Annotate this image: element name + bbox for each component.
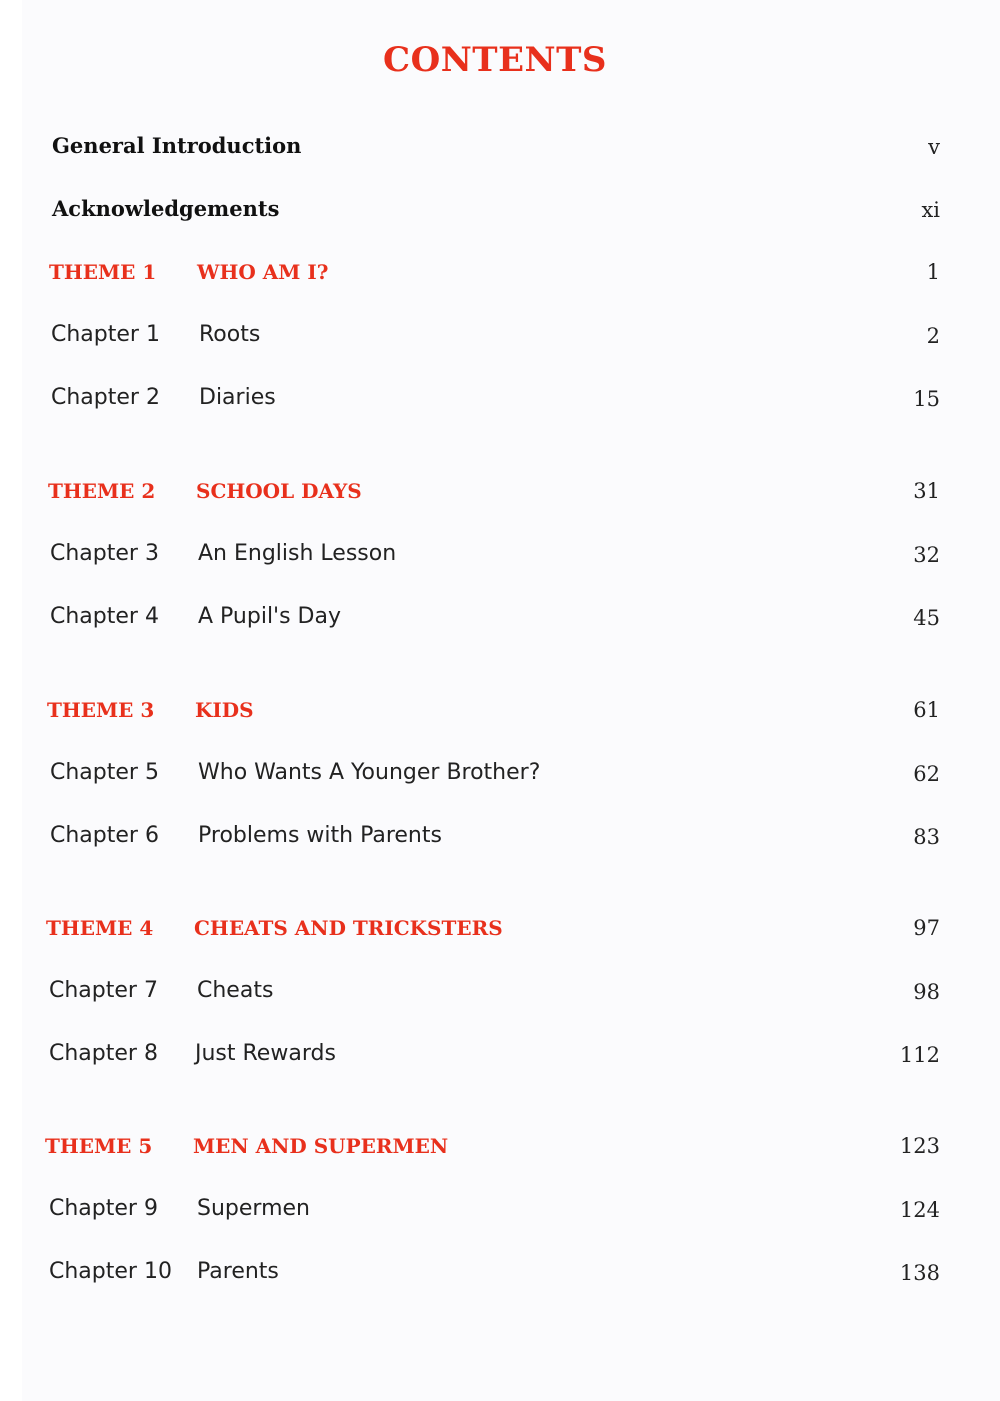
- chapter-title: Diaries: [199, 385, 276, 410]
- chapter-title: Roots: [199, 322, 261, 347]
- toc-page-number: 62: [913, 762, 940, 786]
- toc-page-number: 124: [899, 1198, 940, 1222]
- chapter-number: Chapter 5: [50, 760, 159, 785]
- toc-chapter-item[interactable]: [0, 1259, 1000, 1299]
- theme-number: THEME 5: [45, 1134, 153, 1158]
- chapter-title: A Pupil's Day: [198, 604, 341, 629]
- theme-number: THEME 1: [49, 260, 157, 284]
- toc-front-matter-item[interactable]: [0, 133, 1000, 173]
- chapter-number: Chapter 9: [49, 1196, 158, 1221]
- theme-title: SCHOOL DAYS: [196, 479, 362, 503]
- toc-chapter-item[interactable]: [0, 322, 1000, 362]
- toc-chapter-item[interactable]: [0, 1041, 1000, 1081]
- toc-entry-title: General Introduction: [52, 133, 302, 158]
- toc-page-number: v: [928, 135, 940, 159]
- chapter-title: Cheats: [197, 978, 274, 1003]
- toc-chapter-item[interactable]: [0, 385, 1000, 425]
- theme-number: THEME 4: [46, 916, 154, 940]
- toc-page-number: 83: [913, 825, 940, 849]
- chapter-number: Chapter 6: [50, 823, 159, 848]
- toc-page-number: 97: [913, 916, 940, 940]
- chapter-title: An English Lesson: [198, 541, 397, 566]
- toc-theme-heading[interactable]: [0, 1132, 1000, 1172]
- toc-page-number: 31: [913, 479, 940, 503]
- toc-page-number: 138: [899, 1261, 940, 1285]
- toc-page-number: 15: [913, 387, 940, 411]
- toc-page-number: 61: [913, 698, 940, 722]
- toc-chapter-item[interactable]: [0, 541, 1000, 581]
- toc-page-number: 123: [899, 1134, 940, 1158]
- page-title: CONTENTS: [383, 40, 607, 80]
- toc-page-number: 98: [913, 980, 940, 1004]
- theme-title: WHO AM I?: [197, 260, 329, 284]
- chapter-title: Parents: [197, 1259, 279, 1284]
- theme-number: THEME 3: [47, 698, 155, 722]
- toc-page-number: xi: [921, 198, 940, 222]
- toc-chapter-item[interactable]: [0, 823, 1000, 863]
- chapter-number: Chapter 10: [49, 1259, 172, 1284]
- toc-theme-heading[interactable]: [0, 914, 1000, 954]
- toc-page-number: 32: [913, 543, 940, 567]
- toc-page-number: 45: [913, 606, 940, 630]
- chapter-number: Chapter 7: [49, 978, 158, 1003]
- theme-title: CHEATS AND TRICKSTERS: [194, 916, 503, 940]
- chapter-title: Who Wants A Younger Brother?: [198, 760, 541, 785]
- chapter-number: Chapter 2: [51, 385, 160, 410]
- toc-entry-title: Acknowledgements: [52, 196, 280, 221]
- toc-chapter-item[interactable]: [0, 760, 1000, 800]
- toc-theme-heading[interactable]: [0, 696, 1000, 736]
- theme-title: KIDS: [195, 698, 254, 722]
- toc-chapter-item[interactable]: [0, 978, 1000, 1018]
- toc-page-number: 2: [926, 324, 940, 348]
- chapter-title: Supermen: [197, 1196, 310, 1221]
- chapter-number: Chapter 1: [51, 322, 160, 347]
- toc-front-matter-item[interactable]: [0, 196, 1000, 236]
- chapter-number: Chapter 3: [50, 541, 159, 566]
- toc-page-number: 1: [926, 260, 940, 284]
- theme-title: MEN AND SUPERMEN: [193, 1134, 449, 1158]
- theme-number: THEME 2: [48, 479, 156, 503]
- toc-chapter-item[interactable]: [0, 1196, 1000, 1236]
- toc-chapter-item[interactable]: [0, 604, 1000, 644]
- toc-page-number: 112: [899, 1043, 940, 1067]
- toc-theme-heading[interactable]: [0, 477, 1000, 517]
- chapter-number: Chapter 8: [49, 1041, 158, 1066]
- chapter-title: Just Rewards: [195, 1041, 336, 1066]
- chapter-number: Chapter 4: [50, 604, 159, 629]
- chapter-title: Problems with Parents: [198, 823, 442, 848]
- toc-theme-heading[interactable]: [0, 258, 1000, 298]
